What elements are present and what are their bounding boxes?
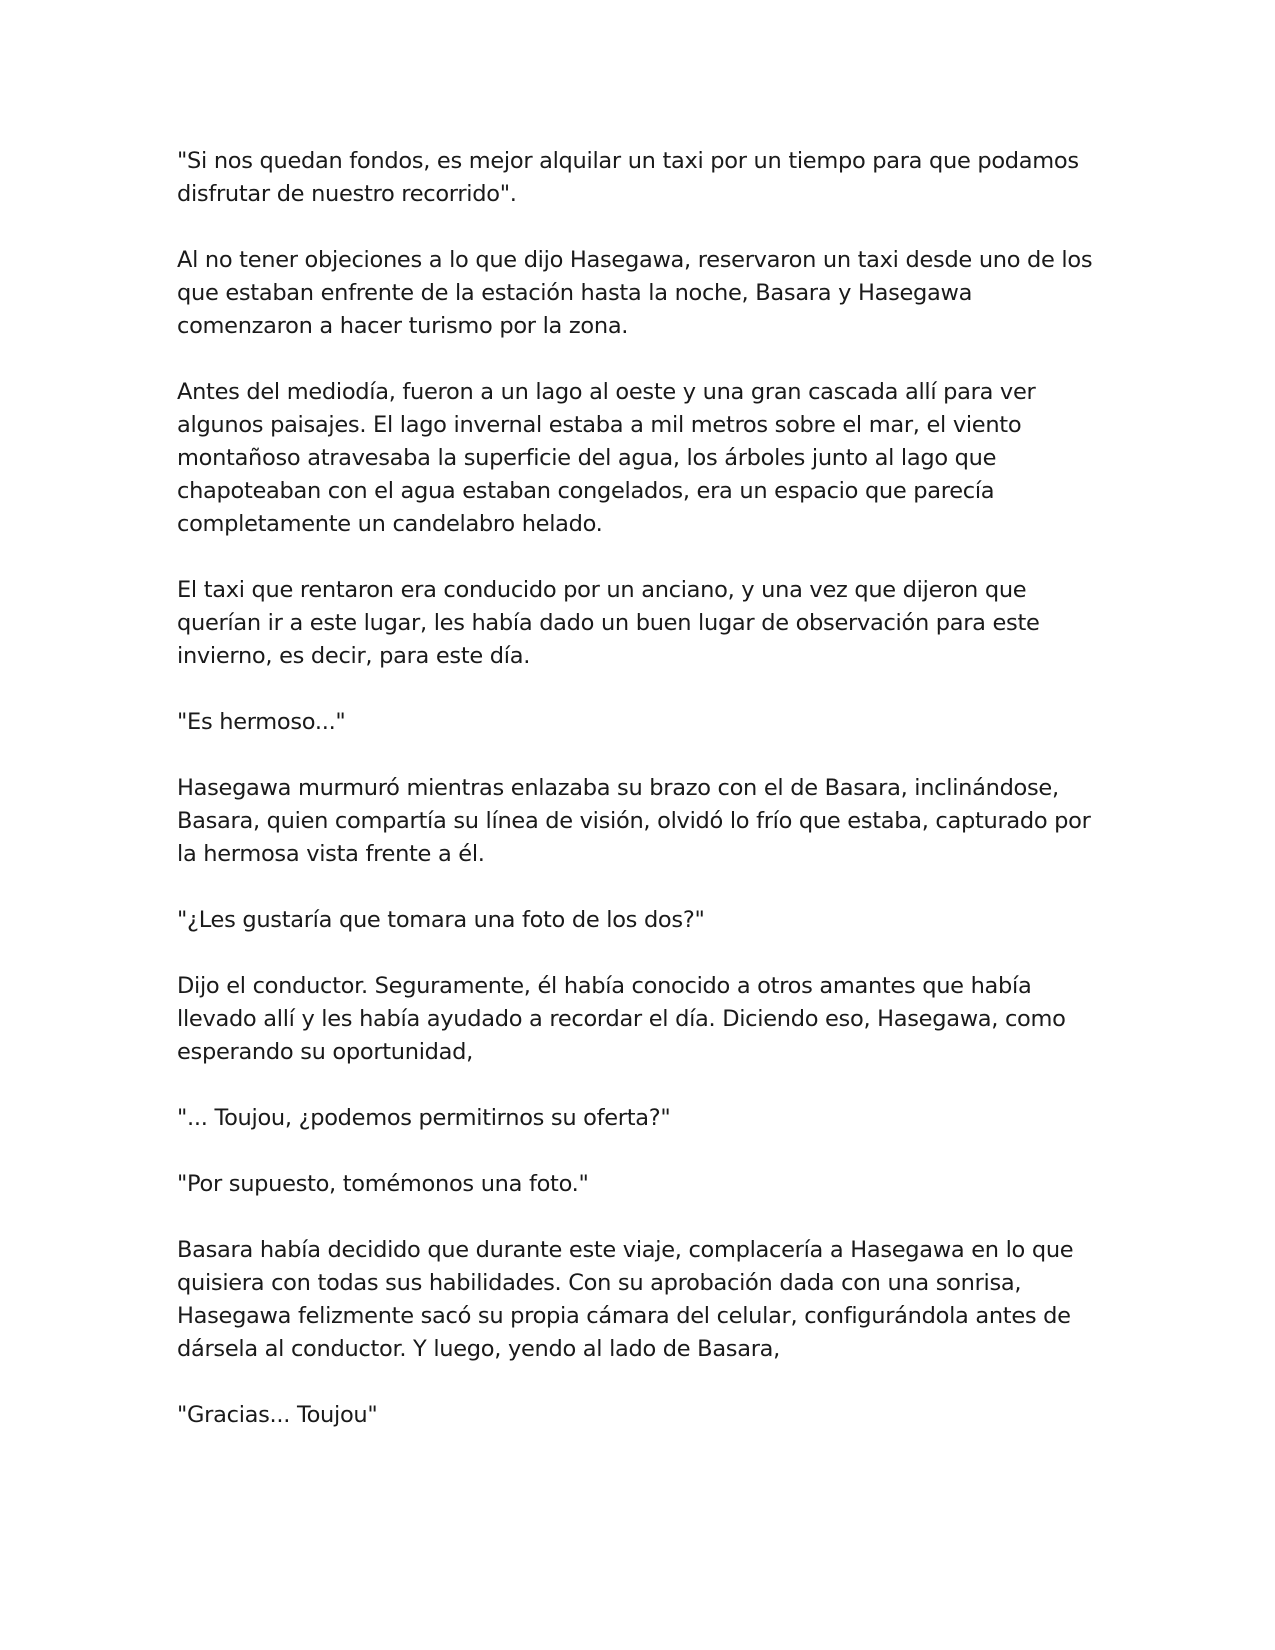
paragraph: El taxi que rentaron era conducido por un anciano, y una vez que dijeron que querían ir a este lugar, les había dado un buen lugar de observación para este invierno, es decir, para este día. [177,577,1040,669]
paragraph: Dijo el conductor. Seguramente, él había conocido a otros amantes que había llevado allí y les había ayudado a recordar el día. Diciendo eso, Hasegawa, como esperando su oportunidad, [177,973,1066,1065]
dialogue-line: "... Toujou, ¿podemos permitirnos su oferta?" [177,1105,671,1131]
paragraph: Antes del mediodía, fueron a un lago al oeste y una gran cascada allí para ver algunos paisajes. El lago invernal estaba a mil metros sobre el mar, el viento montañoso atravesaba la superficie del agua, los árboles junto al lago que chapoteaban con el agua estaban congelados, era un espacio que parecía completamente un candelabro helado. [177,379,1036,537]
document-body [177,145,1102,1432]
paragraph: Al no tener objeciones a lo que dijo Hasegawa, reservaron un taxi desde uno de los que estaban enfrente de la estación hasta la noche, Basara y Hasegawa comenzaron a hacer turismo por la zona. [177,247,1093,339]
dialogue-line: "¿Les gustaría que tomara una foto de los dos?" [177,907,705,933]
dialogue-line: "Es hermoso..." [177,709,346,735]
paragraph: Basara había decidido que durante este viaje, complacería a Hasegawa en lo que quisiera con todas sus habilidades. Con su aprobación dada con una sonrisa, Hasegawa felizmente sacó su propia cámara del celular, configurándola antes de dársela al conductor. Y luego, yendo al lado de Basara, [177,1237,1074,1362]
paragraph: Hasegawa murmuró mientras enlazaba su brazo con el de Basara, inclinándose, Basara, quien compartía su línea de visión, olvidó lo frío que estaba, capturado por la hermosa vista frente a él. [177,775,1091,867]
dialogue-line: "Por supuesto, tomémonos una foto." [177,1171,589,1197]
paragraph: "Si nos quedan fondos, es mejor alquilar un taxi por un tiempo para que podamos disfrutar de nuestro recorrido". [177,148,1079,207]
dialogue-line: "Gracias... Toujou" [177,1402,378,1428]
